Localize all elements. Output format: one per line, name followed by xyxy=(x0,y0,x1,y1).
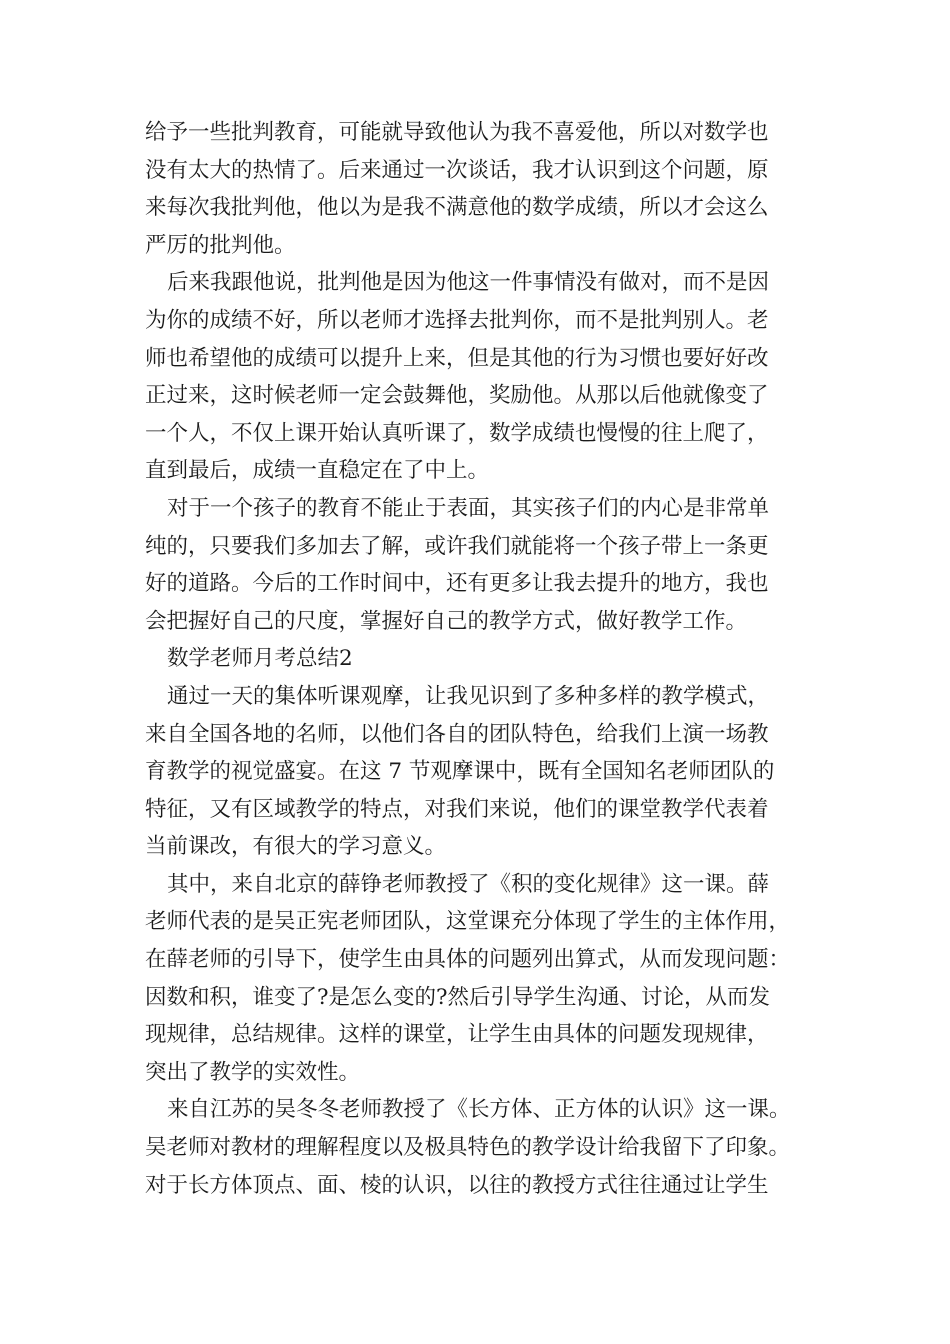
paragraph-first-line: 对于一个孩子的教育不能止于表面，其实孩子们的内心是非常单 xyxy=(167,495,770,521)
text-line: 为你的成绩不好，所以老师才选择去批判你，而不是批判别人。老 xyxy=(145,307,769,333)
paragraph-first-line: 来自江苏的吴冬冬老师教授了《长方体、正方体的认识》这一课。 xyxy=(167,1097,791,1123)
text-line: 突出了教学的实效性。 xyxy=(145,1059,361,1085)
document-page xyxy=(145,114,811,1204)
text-line: 严厉的批判他。 xyxy=(145,232,296,258)
text-line: 正过来，这时候老师一定会鼓舞他，奖励他。从那以后他就像变了 xyxy=(145,383,769,409)
text-line: 给予一些批判教育，可能就导致他认为我不喜爱他，所以对数学也 xyxy=(145,120,769,145)
text-line: 直到最后，成绩一直稳定在了中上。 xyxy=(145,458,490,484)
text-line: 吴老师对教材的理解程度以及极具特色的教学设计给我留下了印象。 xyxy=(145,1135,791,1161)
text-line: 来自全国各地的名师，以他们各自的团队特色，给我们上演一场教 xyxy=(145,721,769,747)
text-line: 因数和积，谁变了?是怎么变的?然后引导学生沟通、讨论，从而发 xyxy=(145,984,771,1010)
paragraph-first-line: 后来我跟他说，批判他是因为他这一件事情没有做对，而不是因 xyxy=(167,270,770,296)
text-line: 会把握好自己的尺度，掌握好自己的教学方式，做好教学工作。 xyxy=(145,608,748,634)
text-line: 老师代表的是吴正宪老师团队，这堂课充分体现了学生的主体作用， xyxy=(145,909,791,935)
text-line: 在薛老师的引导下，使学生由具体的问题列出算式，从而发现问题： xyxy=(145,947,791,973)
text-line: 好的道路。今后的工作时间中，还有更多让我去提升的地方，我也 xyxy=(145,571,769,597)
section-heading: 数学老师月考总结2 xyxy=(167,646,353,672)
text-line: 现规律，总结规律。这样的课堂，让学生由具体的问题发现规律， xyxy=(145,1022,769,1048)
text-line: 师也希望他的成绩可以提升上来，但是其他的行为习惯也要好好改 xyxy=(145,345,769,371)
text-line: 育教学的视觉盛宴。在这 7 节观摩课中，既有全国知名老师团队的 xyxy=(145,759,775,785)
text-line: 来每次我批判他，他以为是我不满意他的数学成绩，所以才会这么 xyxy=(145,195,769,221)
text-line: 纯的，只要我们多加去了解，或许我们就能将一个孩子带上一条更 xyxy=(145,533,769,559)
text-line: 一个人，不仅上课开始认真听课了，数学成绩也慢慢的往上爬了， xyxy=(145,420,769,446)
text-line: 特征，又有区域教学的特点，对我们来说，他们的课堂教学代表着 xyxy=(145,796,769,822)
text-line: 当前课改，有很大的学习意义。 xyxy=(145,834,447,860)
paragraph-first-line: 通过一天的集体听课观摩，让我见识到了多种多样的教学模式， xyxy=(167,683,770,709)
text-line: 没有太大的热情了。后来通过一次谈话，我才认识到这个问题，原 xyxy=(145,157,769,183)
paragraph-first-line: 其中，来自北京的薛铮老师教授了《积的变化规律》这一课。薛 xyxy=(167,871,770,897)
text-line: 对于长方体顶点、面、棱的认识，以往的教授方式往往通过让学生 xyxy=(145,1172,769,1198)
